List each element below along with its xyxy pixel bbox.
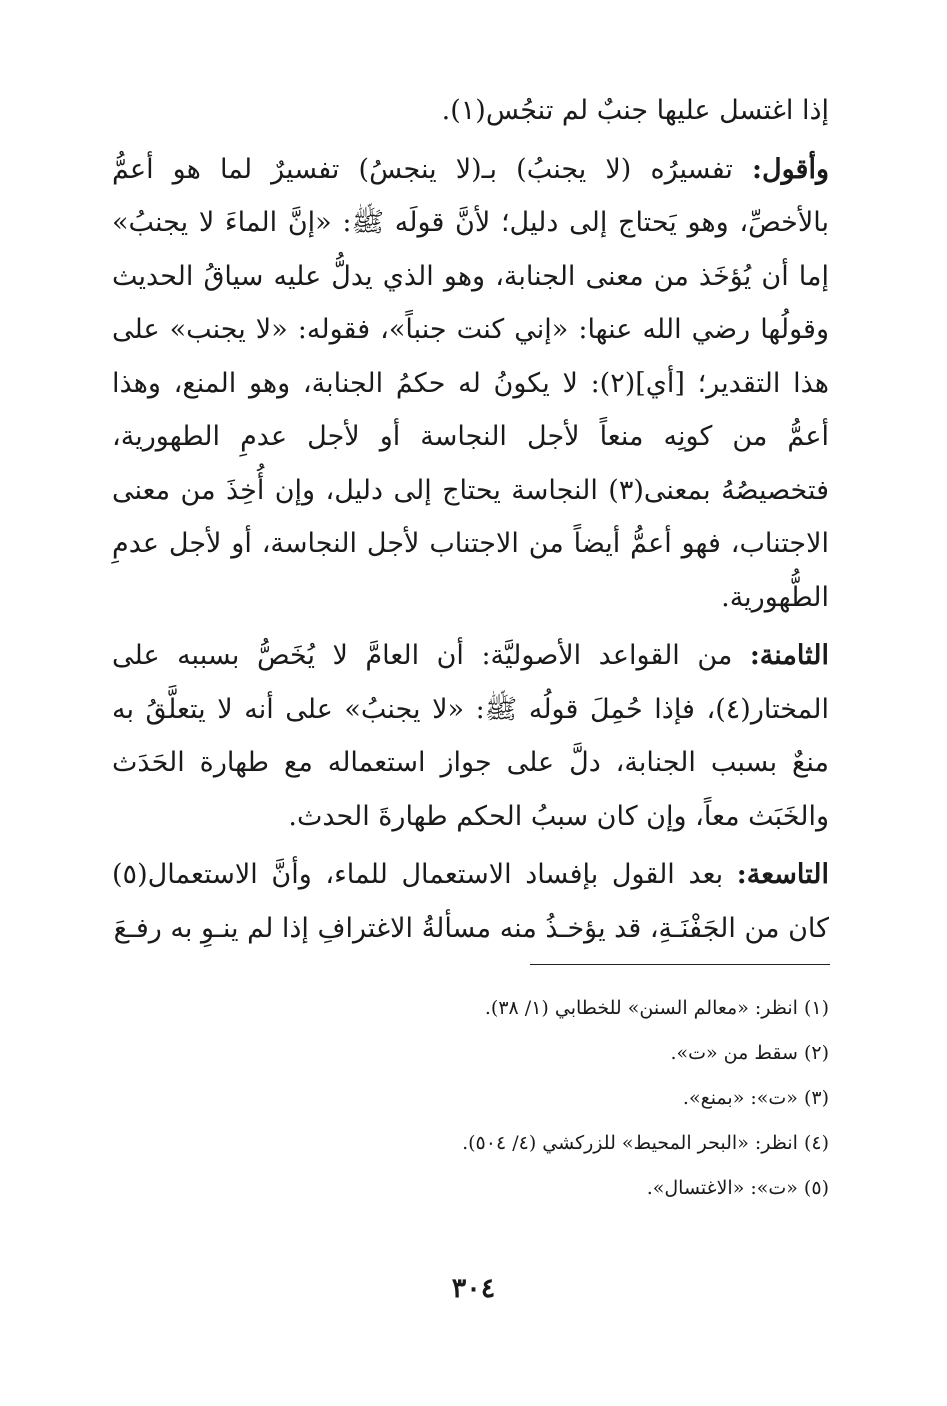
paragraph-lead: الثامنة:: [749, 640, 829, 671]
paragraph-text: من القواعد الأصوليَّة: أن العامَّ لا يُخَصُّ بسببه على المختار(٤)، فإذا حُمِلَ قولُه ﷺ: «لا يجنبُ» على أنه لا يتعلَّقُ به منعٌ بسبب الجنابة، دلَّ على جواز استعماله مع طهارة الحَدَث والخَبَث معاً، وإن كان سببُ الحكم طهارةَ الحدث.: [112, 640, 829, 832]
footnote-divider: [530, 964, 830, 965]
footnote-item: (٤) انظر: «البحر المحيط» للزركشي (٤/ ٥٠٤).: [462, 1132, 829, 1154]
main-text: [112, 84, 829, 960]
paragraph-eighth: [112, 629, 829, 843]
paragraph-lead: وأقول:: [752, 153, 829, 185]
footnote-item: (٢) سقط من «ت».: [670, 1042, 829, 1064]
footnote-item: (٥) «ت»: «الاغتسال».: [646, 1177, 829, 1199]
paragraph-lead: التاسعة:: [736, 859, 829, 890]
paragraph-ninth: [112, 848, 829, 955]
paragraph-continuation: [112, 84, 829, 138]
footnote-item: (٣) «ت»: «بمنع».: [682, 1087, 829, 1109]
footnotes: [300, 986, 829, 1211]
paragraph-text: تفسيرُه (لا يجنبُ) بـ(لا ينجسُ) تفسيرٌ لما هو أعمُّ بالأخصِّ، وهو يَحتاج إلى دليل؛ لأنَّ قولَه ﷺ: «إنَّ الماءَ لا يجنبُ» إما أن يُؤخَذ من معنى الجنابة، وهو الذي يدلُّ عليه سياقُ الحديث وقولُها رضي الله عنها: «إني كنت جنباً»، فقوله: «لا يجنب» على هذا التقدير؛ [أي](٢): لا يكونُ له حكمُ الجنابة، وهو المنع، وهذا أعمُّ من كونِه منعاً لأجل النجاسة أو لأجل عدمِ الطهورية، فتخصيصُهُ بمعنى(٣) النجاسة يحتاج إلى دليل، وإن أُخِذَ من معنى الاجتناب، فهو أعمُّ أيضاً من الاجتناب لأجل النجاسة، أو لأجل عدمِ الطُّهورية.: [112, 153, 829, 613]
paragraph-aqoul: [112, 143, 829, 625]
footnote-item: (١) انظر: «معالم السنن» للخطابي (١/ ٣٨).: [484, 997, 829, 1019]
paragraph-text: إذا اغتسل عليها جنبٌ لم تنجُس(١).: [441, 95, 829, 126]
paragraph-text: بعد القول بإفساد الاستعمال للماء، وأنَّ الاستعمال(٥) كان من الجَفْنَـةِ، قد يؤخـذُ منه مسألةُ الاغترافِ إذا لم ينـوِ به رفـعَ: [112, 859, 829, 944]
page-number: ٣٠٤: [451, 1273, 496, 1304]
